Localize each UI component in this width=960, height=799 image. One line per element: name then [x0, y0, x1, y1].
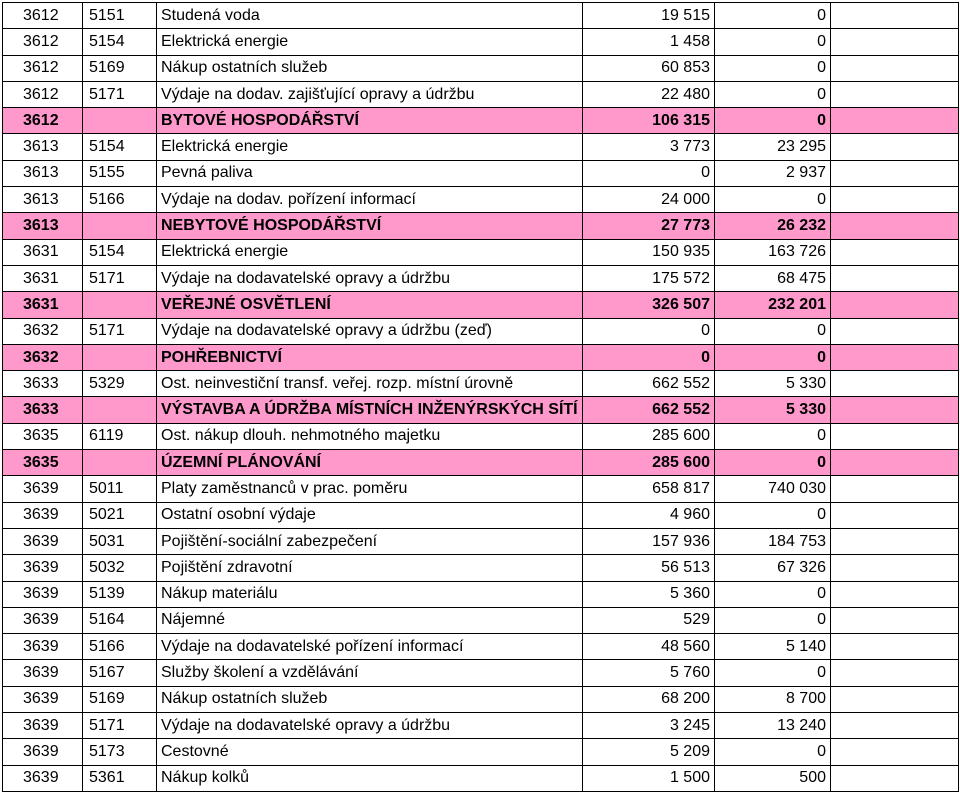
empty-cell [831, 713, 959, 739]
description-cell: Nákup materiálu [157, 581, 583, 607]
amount-a-cell: 5 360 [583, 581, 715, 607]
empty-cell [831, 29, 959, 55]
empty-cell [831, 423, 959, 449]
empty-cell [831, 187, 959, 213]
amount-b-cell: 13 240 [715, 713, 831, 739]
description-cell: Ost. neinvestiční transf. veřej. rozp. místní úrovně [157, 371, 583, 397]
table-row [3, 81, 959, 107]
item-cell: 5164 [83, 607, 157, 633]
item-cell [83, 108, 157, 134]
amount-a-cell: 285 600 [583, 423, 715, 449]
empty-cell [831, 555, 959, 581]
item-cell: 5171 [83, 318, 157, 344]
table-row [3, 581, 959, 607]
paragraph-cell: 3633 [3, 397, 83, 423]
paragraph-cell: 3639 [3, 739, 83, 765]
description-cell: Elektrická energie [157, 239, 583, 265]
table-row [3, 607, 959, 633]
description-cell: Elektrická energie [157, 29, 583, 55]
summary-row [3, 108, 959, 134]
empty-cell [831, 739, 959, 765]
empty-cell [831, 318, 959, 344]
table-row [3, 739, 959, 765]
amount-b-cell: 26 232 [715, 213, 831, 239]
item-cell: 5173 [83, 739, 157, 765]
description-cell: Studená voda [157, 3, 583, 29]
description-cell: NEBYTOVÉ HOSPODÁŘSTVÍ [157, 213, 583, 239]
description-cell: BYTOVÉ HOSPODÁŘSTVÍ [157, 108, 583, 134]
item-cell: 6119 [83, 423, 157, 449]
amount-a-cell: 4 960 [583, 502, 715, 528]
paragraph-cell: 3613 [3, 160, 83, 186]
amount-a-cell: 22 480 [583, 81, 715, 107]
paragraph-cell: 3639 [3, 607, 83, 633]
table-row [3, 528, 959, 554]
amount-b-cell: 740 030 [715, 476, 831, 502]
description-cell: Pojištění-sociální zabezpečení [157, 528, 583, 554]
amount-b-cell: 2 937 [715, 160, 831, 186]
description-cell: Elektrická energie [157, 134, 583, 160]
description-cell: Výdaje na dodav. pořízení informací [157, 187, 583, 213]
empty-cell [831, 134, 959, 160]
paragraph-cell: 3639 [3, 476, 83, 502]
amount-b-cell: 500 [715, 765, 831, 791]
amount-b-cell: 0 [715, 29, 831, 55]
amount-a-cell: 19 515 [583, 3, 715, 29]
amount-b-cell: 0 [715, 607, 831, 633]
item-cell: 5171 [83, 81, 157, 107]
amount-a-cell: 5 760 [583, 660, 715, 686]
amount-a-cell: 1 500 [583, 765, 715, 791]
summary-row [3, 344, 959, 370]
table-row [3, 239, 959, 265]
budget-table-body [3, 3, 959, 792]
description-cell: Pevná paliva [157, 160, 583, 186]
paragraph-cell: 3613 [3, 134, 83, 160]
table-row [3, 634, 959, 660]
empty-cell [831, 476, 959, 502]
table-row [3, 713, 959, 739]
table-row [3, 134, 959, 160]
paragraph-cell: 3639 [3, 686, 83, 712]
empty-cell [831, 660, 959, 686]
item-cell: 5155 [83, 160, 157, 186]
empty-cell [831, 634, 959, 660]
description-cell: Nákup ostatních služeb [157, 55, 583, 81]
summary-row [3, 213, 959, 239]
empty-cell [831, 3, 959, 29]
empty-cell [831, 239, 959, 265]
paragraph-cell: 3612 [3, 3, 83, 29]
amount-a-cell: 0 [583, 160, 715, 186]
table-row [3, 423, 959, 449]
paragraph-cell: 3631 [3, 239, 83, 265]
amount-a-cell: 27 773 [583, 213, 715, 239]
paragraph-cell: 3631 [3, 292, 83, 318]
amount-a-cell: 285 600 [583, 450, 715, 476]
paragraph-cell: 3639 [3, 765, 83, 791]
item-cell [83, 292, 157, 318]
item-cell [83, 397, 157, 423]
amount-b-cell: 5 330 [715, 371, 831, 397]
item-cell: 5154 [83, 29, 157, 55]
empty-cell [831, 765, 959, 791]
description-cell: ÚZEMNÍ PLÁNOVÁNÍ [157, 450, 583, 476]
empty-cell [831, 397, 959, 423]
description-cell: Cestovné [157, 739, 583, 765]
item-cell: 5171 [83, 265, 157, 291]
item-cell: 5021 [83, 502, 157, 528]
table-row [3, 555, 959, 581]
paragraph-cell: 3633 [3, 371, 83, 397]
amount-a-cell: 68 200 [583, 686, 715, 712]
item-cell: 5361 [83, 765, 157, 791]
amount-b-cell: 0 [715, 502, 831, 528]
empty-cell [831, 160, 959, 186]
table-row [3, 265, 959, 291]
amount-a-cell: 5 209 [583, 739, 715, 765]
table-row [3, 686, 959, 712]
empty-cell [831, 55, 959, 81]
table-row [3, 29, 959, 55]
paragraph-cell: 3639 [3, 502, 83, 528]
paragraph-cell: 3639 [3, 634, 83, 660]
empty-cell [831, 371, 959, 397]
amount-a-cell: 326 507 [583, 292, 715, 318]
description-cell: VÝSTAVBA A ÚDRŽBA MÍSTNÍCH INŽENÝRSKÝCH SÍTÍ [157, 397, 583, 423]
item-cell: 5032 [83, 555, 157, 581]
empty-cell [831, 344, 959, 370]
description-cell: Výdaje na dodavatelské opravy a údržbu (zeď) [157, 318, 583, 344]
table-row [3, 318, 959, 344]
item-cell: 5171 [83, 713, 157, 739]
amount-b-cell: 8 700 [715, 686, 831, 712]
description-cell: Platy zaměstnanců v prac. poměru [157, 476, 583, 502]
table-row [3, 187, 959, 213]
empty-cell [831, 108, 959, 134]
item-cell: 5139 [83, 581, 157, 607]
paragraph-cell: 3632 [3, 318, 83, 344]
description-cell: Nájemné [157, 607, 583, 633]
amount-b-cell: 0 [715, 581, 831, 607]
budget-table [2, 2, 959, 792]
item-cell: 5011 [83, 476, 157, 502]
item-cell: 5154 [83, 134, 157, 160]
amount-b-cell: 184 753 [715, 528, 831, 554]
table-row [3, 660, 959, 686]
paragraph-cell: 3613 [3, 213, 83, 239]
item-cell: 5167 [83, 660, 157, 686]
table-row [3, 371, 959, 397]
amount-b-cell: 0 [715, 344, 831, 370]
amount-b-cell: 0 [715, 108, 831, 134]
amount-b-cell: 0 [715, 55, 831, 81]
amount-a-cell: 48 560 [583, 634, 715, 660]
description-cell: Výdaje na dodavatelské opravy a údržbu [157, 265, 583, 291]
amount-a-cell: 24 000 [583, 187, 715, 213]
description-cell: Ost. nákup dlouh. nehmotného majetku [157, 423, 583, 449]
paragraph-cell: 3612 [3, 55, 83, 81]
paragraph-cell: 3639 [3, 660, 83, 686]
amount-b-cell: 163 726 [715, 239, 831, 265]
empty-cell [831, 292, 959, 318]
amount-b-cell: 0 [715, 318, 831, 344]
paragraph-cell: 3612 [3, 81, 83, 107]
paragraph-cell: 3612 [3, 108, 83, 134]
amount-a-cell: 662 552 [583, 371, 715, 397]
paragraph-cell: 3635 [3, 450, 83, 476]
amount-a-cell: 3 245 [583, 713, 715, 739]
amount-a-cell: 658 817 [583, 476, 715, 502]
description-cell: Nákup ostatních služeb [157, 686, 583, 712]
description-cell: Výdaje na dodavatelské pořízení informací [157, 634, 583, 660]
empty-cell [831, 607, 959, 633]
item-cell [83, 213, 157, 239]
amount-a-cell: 529 [583, 607, 715, 633]
amount-a-cell: 150 935 [583, 239, 715, 265]
amount-b-cell: 68 475 [715, 265, 831, 291]
summary-row [3, 397, 959, 423]
paragraph-cell: 3639 [3, 581, 83, 607]
amount-b-cell: 67 326 [715, 555, 831, 581]
item-cell: 5169 [83, 686, 157, 712]
item-cell: 5166 [83, 634, 157, 660]
summary-row [3, 450, 959, 476]
amount-a-cell: 3 773 [583, 134, 715, 160]
amount-a-cell: 60 853 [583, 55, 715, 81]
item-cell [83, 344, 157, 370]
description-cell: Ostatní osobní výdaje [157, 502, 583, 528]
paragraph-cell: 3612 [3, 29, 83, 55]
description-cell: Služby školení a vzdělávání [157, 660, 583, 686]
table-row [3, 502, 959, 528]
amount-a-cell: 662 552 [583, 397, 715, 423]
amount-b-cell: 0 [715, 3, 831, 29]
amount-a-cell: 175 572 [583, 265, 715, 291]
paragraph-cell: 3631 [3, 265, 83, 291]
description-cell: Pojištění zdravotní [157, 555, 583, 581]
description-cell: Výdaje na dodavatelské opravy a údržbu [157, 713, 583, 739]
amount-b-cell: 0 [715, 450, 831, 476]
description-cell: POHŘEBNICTVÍ [157, 344, 583, 370]
amount-b-cell: 0 [715, 187, 831, 213]
empty-cell [831, 213, 959, 239]
amount-a-cell: 106 315 [583, 108, 715, 134]
amount-b-cell: 0 [715, 660, 831, 686]
amount-a-cell: 0 [583, 344, 715, 370]
item-cell: 5169 [83, 55, 157, 81]
amount-a-cell: 0 [583, 318, 715, 344]
amount-b-cell: 5 330 [715, 397, 831, 423]
empty-cell [831, 502, 959, 528]
paragraph-cell: 3632 [3, 344, 83, 370]
item-cell: 5151 [83, 3, 157, 29]
item-cell: 5329 [83, 371, 157, 397]
paragraph-cell: 3639 [3, 555, 83, 581]
paragraph-cell: 3613 [3, 187, 83, 213]
empty-cell [831, 450, 959, 476]
amount-b-cell: 5 140 [715, 634, 831, 660]
item-cell [83, 450, 157, 476]
item-cell: 5031 [83, 528, 157, 554]
item-cell: 5166 [83, 187, 157, 213]
paragraph-cell: 3639 [3, 713, 83, 739]
description-cell: Výdaje na dodav. zajišťující opravy a údržbu [157, 81, 583, 107]
amount-b-cell: 0 [715, 423, 831, 449]
amount-b-cell: 23 295 [715, 134, 831, 160]
amount-b-cell: 0 [715, 739, 831, 765]
item-cell: 5154 [83, 239, 157, 265]
amount-a-cell: 1 458 [583, 29, 715, 55]
table-row [3, 3, 959, 29]
amount-b-cell: 0 [715, 81, 831, 107]
table-row [3, 160, 959, 186]
amount-b-cell: 232 201 [715, 292, 831, 318]
amount-a-cell: 157 936 [583, 528, 715, 554]
paragraph-cell: 3635 [3, 423, 83, 449]
description-cell: VEŘEJNÉ OSVĚTLENÍ [157, 292, 583, 318]
empty-cell [831, 581, 959, 607]
paragraph-cell: 3639 [3, 528, 83, 554]
table-row [3, 476, 959, 502]
table-row [3, 55, 959, 81]
description-cell: Nákup kolků [157, 765, 583, 791]
table-row [3, 765, 959, 791]
empty-cell [831, 686, 959, 712]
empty-cell [831, 81, 959, 107]
empty-cell [831, 265, 959, 291]
amount-a-cell: 56 513 [583, 555, 715, 581]
summary-row [3, 292, 959, 318]
empty-cell [831, 528, 959, 554]
